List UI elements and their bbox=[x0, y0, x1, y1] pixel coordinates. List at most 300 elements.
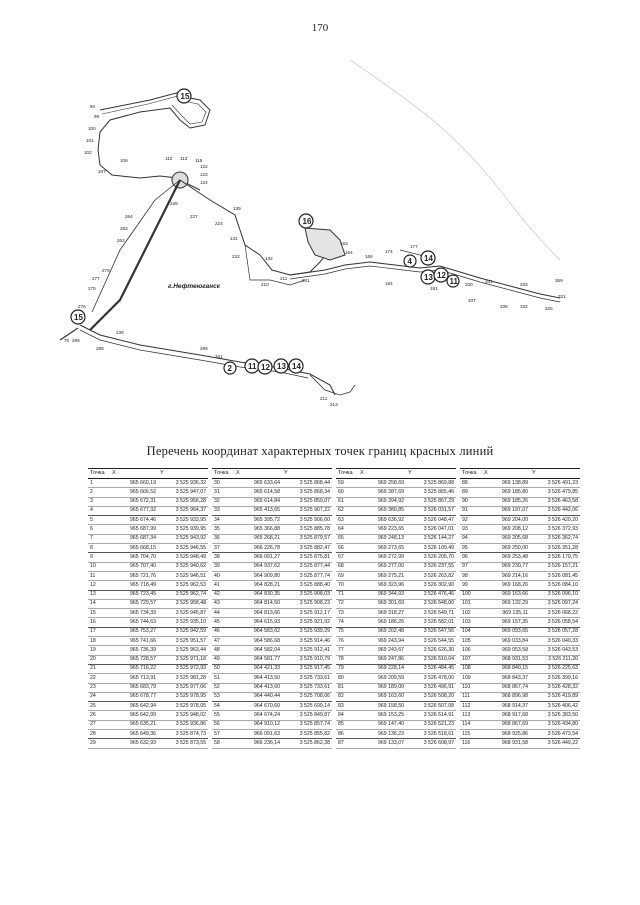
x-coordinate-cell: 969 136,23 bbox=[358, 730, 406, 739]
table-row bbox=[336, 711, 456, 720]
x-coordinate-cell: 969 197,07 bbox=[482, 506, 530, 515]
y-coordinate-cell: 3 526 406,42 bbox=[530, 702, 580, 711]
table-row bbox=[460, 702, 580, 711]
point-number-cell: 66 bbox=[336, 544, 358, 553]
svg-text:325: 325 bbox=[545, 306, 553, 311]
y-coordinate-cell: 3 526 399,16 bbox=[530, 674, 580, 683]
table-row bbox=[336, 739, 456, 748]
marker-2 bbox=[224, 362, 236, 374]
y-coordinate-cell: 3 526 211,20 bbox=[530, 655, 580, 664]
table-row bbox=[460, 637, 580, 646]
x-coordinate-cell: 965 713,91 bbox=[110, 674, 158, 683]
y-coordinate-cell: 3 525 879,57 bbox=[282, 534, 332, 543]
y-coordinate-cell: 3 525 935,10 bbox=[158, 618, 208, 627]
x-coordinate-cell: 965 678,77 bbox=[110, 692, 158, 701]
table-row bbox=[212, 534, 332, 543]
svg-text:139: 139 bbox=[233, 206, 241, 211]
y-coordinate-cell: 3 525 936,86 bbox=[158, 720, 208, 729]
svg-text:369: 369 bbox=[555, 278, 563, 283]
point-number-cell: 52 bbox=[212, 683, 234, 692]
point-number-cell: 43 bbox=[212, 599, 234, 608]
y-coordinate-cell: 3 525 978,95 bbox=[158, 692, 208, 701]
table-row bbox=[460, 525, 580, 534]
point-number-cell: 109 bbox=[460, 674, 482, 683]
table-row bbox=[212, 720, 332, 729]
table-row bbox=[212, 664, 332, 673]
svg-text:337: 337 bbox=[468, 298, 476, 303]
y-coordinate-cell: 3 526 428,32 bbox=[530, 683, 580, 692]
col-header-y: Y bbox=[158, 469, 208, 479]
y-coordinate-cell: 3 526 548,00 bbox=[406, 599, 456, 608]
y-coordinate-cell: 3 526 068,22 bbox=[530, 609, 580, 618]
point-number-cell: 75 bbox=[336, 627, 358, 636]
point-number-cell: 111 bbox=[460, 692, 482, 701]
y-coordinate-cell: 3 525 921,92 bbox=[282, 618, 332, 627]
y-coordinate-cell: 3 525 940,62 bbox=[158, 562, 208, 571]
point-number-cell: 73 bbox=[336, 609, 358, 618]
point-number-cell: 108 bbox=[460, 664, 482, 673]
point-number-cell: 1 bbox=[88, 479, 110, 488]
table-row bbox=[88, 488, 208, 497]
x-coordinate-cell: 966 091,63 bbox=[234, 730, 282, 739]
y-coordinate-cell: 3 526 491,23 bbox=[530, 479, 580, 488]
y-coordinate-cell: 3 526 205,70 bbox=[406, 553, 456, 562]
svg-text:168: 168 bbox=[365, 254, 373, 259]
y-coordinate-cell: 3 525 977,66 bbox=[158, 683, 208, 692]
x-coordinate-cell: 968 843,37 bbox=[482, 674, 530, 683]
y-coordinate-cell: 3 526 442,06 bbox=[530, 506, 580, 515]
svg-text:2: 2 bbox=[227, 364, 232, 373]
y-coordinate-cell: 3 526 157,21 bbox=[530, 562, 580, 571]
point-number-cell: 41 bbox=[212, 581, 234, 590]
x-coordinate-cell: 965 687,99 bbox=[110, 525, 158, 534]
point-number-cell: 69 bbox=[336, 571, 358, 580]
y-coordinate-cell: 3 526 508,20 bbox=[406, 692, 456, 701]
col-header-point: Точка bbox=[336, 469, 358, 479]
x-coordinate-cell: 969 189,00 bbox=[358, 683, 406, 692]
table-row bbox=[212, 637, 332, 646]
x-coordinate-cell: 965 635,21 bbox=[110, 720, 158, 729]
table-row bbox=[336, 702, 456, 711]
point-number-cell: 87 bbox=[336, 739, 358, 748]
x-coordinate-cell: 964 910,12 bbox=[234, 720, 282, 729]
point-number-cell: 116 bbox=[460, 739, 482, 748]
point-number-cell: 103 bbox=[460, 618, 482, 627]
svg-text:276: 276 bbox=[78, 304, 86, 309]
col-header-y: Y bbox=[406, 469, 456, 479]
x-coordinate-cell: 965 666,52 bbox=[110, 488, 158, 497]
coords-table-3 bbox=[336, 468, 456, 749]
y-coordinate-cell: 3 525 873,55 bbox=[158, 739, 208, 748]
svg-text:262: 262 bbox=[117, 238, 125, 243]
table-row bbox=[88, 544, 208, 553]
table-row bbox=[336, 581, 456, 590]
x-coordinate-cell: 969 093,65 bbox=[482, 627, 530, 636]
col-header-x: X bbox=[482, 469, 530, 479]
x-coordinate-cell: 964 582,04 bbox=[234, 646, 282, 655]
x-coordinate-cell: 969 138,89 bbox=[482, 479, 530, 488]
y-coordinate-cell: 3 525 951,57 bbox=[158, 637, 208, 646]
svg-text:184: 184 bbox=[385, 281, 393, 286]
y-coordinate-cell: 3 526 547,56 bbox=[406, 627, 456, 636]
svg-text:15: 15 bbox=[74, 313, 83, 322]
x-coordinate-cell: 969 133,07 bbox=[358, 739, 406, 748]
point-number-cell: 92 bbox=[460, 516, 482, 525]
point-number-cell: 23 bbox=[88, 683, 110, 692]
point-number-cell: 55 bbox=[212, 711, 234, 720]
x-coordinate-cell: 965 413,65 bbox=[234, 506, 282, 515]
table-row bbox=[336, 544, 456, 553]
table-row bbox=[336, 683, 456, 692]
y-coordinate-cell: 3 526 463,58 bbox=[530, 497, 580, 506]
table-row bbox=[460, 599, 580, 608]
x-coordinate-cell: 965 741,66 bbox=[110, 637, 158, 646]
x-coordinate-cell: 969 277,00 bbox=[358, 562, 406, 571]
y-coordinate-cell: 3 525 912,17 bbox=[282, 609, 332, 618]
x-coordinate-cell: 965 728,57 bbox=[110, 655, 158, 664]
table-row bbox=[212, 655, 332, 664]
table-row bbox=[336, 609, 456, 618]
table-row bbox=[460, 646, 580, 655]
svg-text:123: 123 bbox=[200, 172, 208, 177]
table-row bbox=[88, 590, 208, 599]
y-coordinate-cell: 3 526 484,45 bbox=[406, 664, 456, 673]
x-coordinate-cell: 964 937,62 bbox=[234, 562, 282, 571]
table-row bbox=[336, 590, 456, 599]
table-row bbox=[460, 711, 580, 720]
x-coordinate-cell: 969 158,50 bbox=[358, 702, 406, 711]
y-coordinate-cell: 3 526 372,93 bbox=[530, 525, 580, 534]
svg-text:12: 12 bbox=[261, 363, 270, 372]
point-number-cell: 97 bbox=[460, 562, 482, 571]
point-number-cell: 47 bbox=[212, 637, 234, 646]
x-coordinate-cell: 964 670,60 bbox=[234, 702, 282, 711]
table-row bbox=[336, 562, 456, 571]
x-coordinate-cell: 969 636,92 bbox=[358, 516, 406, 525]
point-number-cell: 96 bbox=[460, 553, 482, 562]
table-row bbox=[336, 692, 456, 701]
y-coordinate-cell: 3 526 549,71 bbox=[406, 609, 456, 618]
col-header-y: Y bbox=[530, 469, 580, 479]
y-coordinate-cell: 3 525 708,06 bbox=[282, 692, 332, 701]
y-coordinate-cell: 3 525 917,45 bbox=[282, 664, 332, 673]
coordinates-tables bbox=[88, 468, 580, 749]
svg-text:4: 4 bbox=[407, 257, 412, 266]
point-number-cell: 39 bbox=[212, 562, 234, 571]
y-coordinate-cell: 3 526 479,85 bbox=[530, 488, 580, 497]
table-row bbox=[88, 571, 208, 580]
y-coordinate-cell: 3 526 237,55 bbox=[406, 562, 456, 571]
col-header-x: X bbox=[110, 469, 158, 479]
point-number-cell: 20 bbox=[88, 655, 110, 664]
y-coordinate-cell: 3 525 964,37 bbox=[158, 506, 208, 515]
x-coordinate-cell: 965 672,31 bbox=[110, 497, 158, 506]
y-coordinate-cell: 3 525 859,07 bbox=[282, 497, 332, 506]
point-number-cell: 74 bbox=[336, 618, 358, 627]
marker-15-top bbox=[177, 89, 191, 103]
point-number-cell: 17 bbox=[88, 627, 110, 636]
svg-text:16: 16 bbox=[302, 217, 312, 226]
table-row bbox=[88, 637, 208, 646]
svg-text:112: 112 bbox=[165, 156, 173, 161]
table-row bbox=[88, 534, 208, 543]
point-number-cell: 78 bbox=[336, 655, 358, 664]
x-coordinate-cell: 965 642,94 bbox=[110, 702, 158, 711]
table-row bbox=[460, 739, 580, 748]
point-number-cell: 8 bbox=[88, 544, 110, 553]
point-number-cell: 80 bbox=[336, 674, 358, 683]
y-coordinate-cell: 3 526 096,10 bbox=[530, 590, 580, 599]
table-row bbox=[460, 664, 580, 673]
table-row bbox=[212, 590, 332, 599]
y-coordinate-cell: 3 525 857,74 bbox=[282, 720, 332, 729]
marker-14-south bbox=[289, 359, 303, 373]
y-coordinate-cell: 3 525 948,49 bbox=[158, 553, 208, 562]
svg-text:14: 14 bbox=[292, 362, 301, 371]
point-number-cell: 13 bbox=[88, 590, 110, 599]
y-coordinate-cell: 3 525 946,51 bbox=[158, 571, 208, 580]
y-coordinate-cell: 3 526 040,33 bbox=[530, 637, 580, 646]
y-coordinate-cell: 3 526 109,49 bbox=[406, 544, 456, 553]
y-coordinate-cell: 3 526 626,30 bbox=[406, 646, 456, 655]
point-number-cell: 71 bbox=[336, 590, 358, 599]
x-coordinate-cell: 969 208,12 bbox=[482, 525, 530, 534]
col-header-x: X bbox=[234, 469, 282, 479]
svg-text:113: 113 bbox=[180, 156, 188, 161]
point-number-cell: 24 bbox=[88, 692, 110, 701]
table-row bbox=[336, 571, 456, 580]
y-coordinate-cell: 3 526 058,54 bbox=[530, 618, 580, 627]
point-number-cell: 95 bbox=[460, 544, 482, 553]
table-row bbox=[336, 525, 456, 534]
point-number-cell: 89 bbox=[460, 488, 482, 497]
x-coordinate-cell: 965 707,40 bbox=[110, 562, 158, 571]
svg-text:94: 94 bbox=[90, 104, 96, 109]
x-coordinate-cell: 965 721,76 bbox=[110, 571, 158, 580]
point-number-cell: 102 bbox=[460, 609, 482, 618]
y-coordinate-cell: 3 526 383,50 bbox=[530, 711, 580, 720]
x-coordinate-cell: 965 632,93 bbox=[110, 739, 158, 748]
document-title: Перечень координат характерных точек границ красных линий bbox=[146, 444, 494, 458]
x-coordinate-cell: 969 318,27 bbox=[358, 609, 406, 618]
x-coordinate-cell: 965 718,49 bbox=[110, 581, 158, 590]
x-coordinate-cell: 969 202,48 bbox=[358, 627, 406, 636]
table-row bbox=[460, 571, 580, 580]
town-label: г.Нефтеюганск bbox=[168, 283, 221, 290]
table-row bbox=[88, 581, 208, 590]
x-coordinate-cell: 969 053,58 bbox=[482, 646, 530, 655]
y-coordinate-cell: 3 525 963,44 bbox=[158, 646, 208, 655]
point-number-cell: 6 bbox=[88, 525, 110, 534]
y-coordinate-cell: 3 525 942,59 bbox=[158, 627, 208, 636]
table-row bbox=[460, 609, 580, 618]
svg-text:163: 163 bbox=[340, 241, 348, 246]
y-coordinate-cell: 3 525 867,29 bbox=[406, 497, 456, 506]
y-coordinate-cell: 3 526 362,74 bbox=[530, 534, 580, 543]
point-number-cell: 21 bbox=[88, 664, 110, 673]
point-number-cell: 49 bbox=[212, 655, 234, 664]
table-row bbox=[212, 702, 332, 711]
point-number-cell: 4 bbox=[88, 506, 110, 515]
point-number-cell: 63 bbox=[336, 516, 358, 525]
y-coordinate-cell: 3 525 910,79 bbox=[282, 655, 332, 664]
table-row bbox=[88, 683, 208, 692]
x-coordinate-cell: 965 687,34 bbox=[110, 534, 158, 543]
point-number-cell: 35 bbox=[212, 525, 234, 534]
x-coordinate-cell: 968 931,53 bbox=[482, 655, 530, 664]
marker-15-west bbox=[71, 310, 85, 324]
svg-text:224: 224 bbox=[215, 221, 223, 226]
x-coordinate-cell: 964 828,21 bbox=[234, 581, 282, 590]
point-number-cell: 53 bbox=[212, 692, 234, 701]
point-number-cell: 54 bbox=[212, 702, 234, 711]
table-row bbox=[212, 516, 332, 525]
point-number-cell: 34 bbox=[212, 516, 234, 525]
x-coordinate-cell: 969 185,80 bbox=[482, 488, 530, 497]
point-number-cell: 83 bbox=[336, 702, 358, 711]
svg-text:222: 222 bbox=[232, 254, 240, 259]
x-coordinate-cell: 969 272,99 bbox=[358, 553, 406, 562]
point-number-cell: 26 bbox=[88, 711, 110, 720]
x-coordinate-cell: 965 633,64 bbox=[234, 479, 282, 488]
point-number-cell: 45 bbox=[212, 618, 234, 627]
y-coordinate-cell: 3 525 939,95 bbox=[158, 525, 208, 534]
svg-text:11: 11 bbox=[248, 362, 257, 371]
x-coordinate-cell: 964 581,77 bbox=[234, 655, 282, 664]
table-row bbox=[212, 609, 332, 618]
point-number-cell: 46 bbox=[212, 627, 234, 636]
y-coordinate-cell: 3 525 971,18 bbox=[158, 655, 208, 664]
y-coordinate-cell: 3 526 351,28 bbox=[530, 544, 580, 553]
point-number-cell: 77 bbox=[336, 646, 358, 655]
table-row bbox=[460, 506, 580, 515]
table-row bbox=[212, 488, 332, 497]
svg-text:330: 330 bbox=[465, 282, 473, 287]
x-coordinate-cell: 969 147,40 bbox=[358, 720, 406, 729]
y-coordinate-cell: 3 526 510,04 bbox=[406, 655, 456, 664]
table-row bbox=[460, 534, 580, 543]
x-coordinate-cell: 968 914,37 bbox=[482, 702, 530, 711]
table-row bbox=[460, 655, 580, 664]
point-number-cell: 19 bbox=[88, 646, 110, 655]
table-row bbox=[212, 553, 332, 562]
y-coordinate-cell: 3 526 478,00 bbox=[406, 674, 456, 683]
x-coordinate-cell: 969 214,16 bbox=[482, 571, 530, 580]
table-row bbox=[460, 683, 580, 692]
svg-text:102: 102 bbox=[84, 150, 92, 155]
marker-14-east bbox=[421, 251, 435, 265]
svg-text:288: 288 bbox=[96, 346, 104, 351]
x-coordinate-cell: 964 440,44 bbox=[234, 692, 282, 701]
table-row bbox=[212, 692, 332, 701]
svg-text:174: 174 bbox=[385, 249, 393, 254]
y-coordinate-cell: 3 525 958,48 bbox=[158, 599, 208, 608]
marker-12-south bbox=[258, 360, 272, 374]
table-row bbox=[212, 479, 332, 488]
marker-12-east bbox=[434, 268, 448, 282]
svg-text:213: 213 bbox=[330, 402, 338, 407]
table-row bbox=[212, 646, 332, 655]
x-coordinate-cell: 969 344,93 bbox=[358, 590, 406, 599]
table-row bbox=[212, 739, 332, 748]
y-coordinate-cell: 3 525 874,73 bbox=[158, 730, 208, 739]
x-coordinate-cell: 969 223,65 bbox=[358, 525, 406, 534]
point-number-cell: 58 bbox=[212, 739, 234, 748]
table-row bbox=[212, 627, 332, 636]
table-row bbox=[88, 497, 208, 506]
table-row bbox=[212, 711, 332, 720]
table-row bbox=[460, 674, 580, 683]
x-coordinate-cell: 965 723,45 bbox=[110, 590, 158, 599]
svg-text:239: 239 bbox=[116, 330, 124, 335]
y-coordinate-cell: 3 526 047,01 bbox=[406, 525, 456, 534]
x-coordinate-cell: 965 614,84 bbox=[234, 497, 282, 506]
x-coordinate-cell: 964 586,68 bbox=[234, 637, 282, 646]
x-coordinate-cell: 969 248,13 bbox=[358, 534, 406, 543]
x-coordinate-cell: 968 931,58 bbox=[482, 739, 530, 748]
table-row bbox=[336, 674, 456, 683]
point-number-cell: 51 bbox=[212, 674, 234, 683]
table-row bbox=[460, 720, 580, 729]
table-row bbox=[88, 553, 208, 562]
svg-text:12: 12 bbox=[437, 271, 446, 280]
x-coordinate-cell: 969 033,84 bbox=[482, 637, 530, 646]
point-number-cell: 28 bbox=[88, 730, 110, 739]
svg-text:210: 210 bbox=[261, 282, 269, 287]
y-coordinate-cell: 3 526 263,82 bbox=[406, 571, 456, 580]
y-coordinate-cell: 3 526 449,22 bbox=[530, 739, 580, 748]
table-row bbox=[460, 516, 580, 525]
point-number-cell: 88 bbox=[460, 479, 482, 488]
table-row bbox=[88, 711, 208, 720]
svg-text:228: 228 bbox=[170, 201, 178, 206]
table-row bbox=[88, 562, 208, 571]
y-coordinate-cell: 3 525 868,44 bbox=[282, 479, 332, 488]
x-coordinate-cell: 969 185,26 bbox=[482, 497, 530, 506]
y-coordinate-cell: 3 525 945,87 bbox=[158, 609, 208, 618]
svg-text:289: 289 bbox=[200, 346, 208, 351]
x-coordinate-cell: 965 734,33 bbox=[110, 609, 158, 618]
point-number-cell: 3 bbox=[88, 497, 110, 506]
x-coordinate-cell: 969 209,59 bbox=[358, 674, 406, 683]
svg-text:107: 107 bbox=[98, 169, 106, 174]
point-number-cell: 48 bbox=[212, 646, 234, 655]
x-coordinate-cell: 969 230,77 bbox=[482, 562, 530, 571]
map-circle-markers bbox=[71, 89, 459, 374]
y-coordinate-cell: 3 525 947,07 bbox=[158, 488, 208, 497]
point-number-cell: 101 bbox=[460, 599, 482, 608]
x-coordinate-cell: 969 301,69 bbox=[358, 599, 406, 608]
point-number-cell: 31 bbox=[212, 488, 234, 497]
x-coordinate-cell: 969 247,86 bbox=[358, 655, 406, 664]
y-coordinate-cell: 3 525 908,03 bbox=[282, 590, 332, 599]
x-coordinate-cell: 964 413,50 bbox=[234, 674, 282, 683]
col-header-point: Точка bbox=[460, 469, 482, 479]
point-number-cell: 106 bbox=[460, 646, 482, 655]
y-coordinate-cell: 3 525 877,74 bbox=[282, 571, 332, 580]
point-number-cell: 14 bbox=[88, 599, 110, 608]
x-coordinate-cell: 969 243,67 bbox=[358, 646, 406, 655]
x-coordinate-cell: 969 186,26 bbox=[358, 618, 406, 627]
x-coordinate-cell: 969 228,14 bbox=[358, 664, 406, 673]
y-coordinate-cell: 3 525 882,47 bbox=[282, 544, 332, 553]
x-coordinate-cell: 966 226,78 bbox=[234, 544, 282, 553]
point-number-cell: 33 bbox=[212, 506, 234, 515]
point-number-cell: 100 bbox=[460, 590, 482, 599]
table-row bbox=[212, 525, 332, 534]
y-coordinate-cell: 3 526 043,53 bbox=[530, 646, 580, 655]
point-number-cell: 61 bbox=[336, 497, 358, 506]
